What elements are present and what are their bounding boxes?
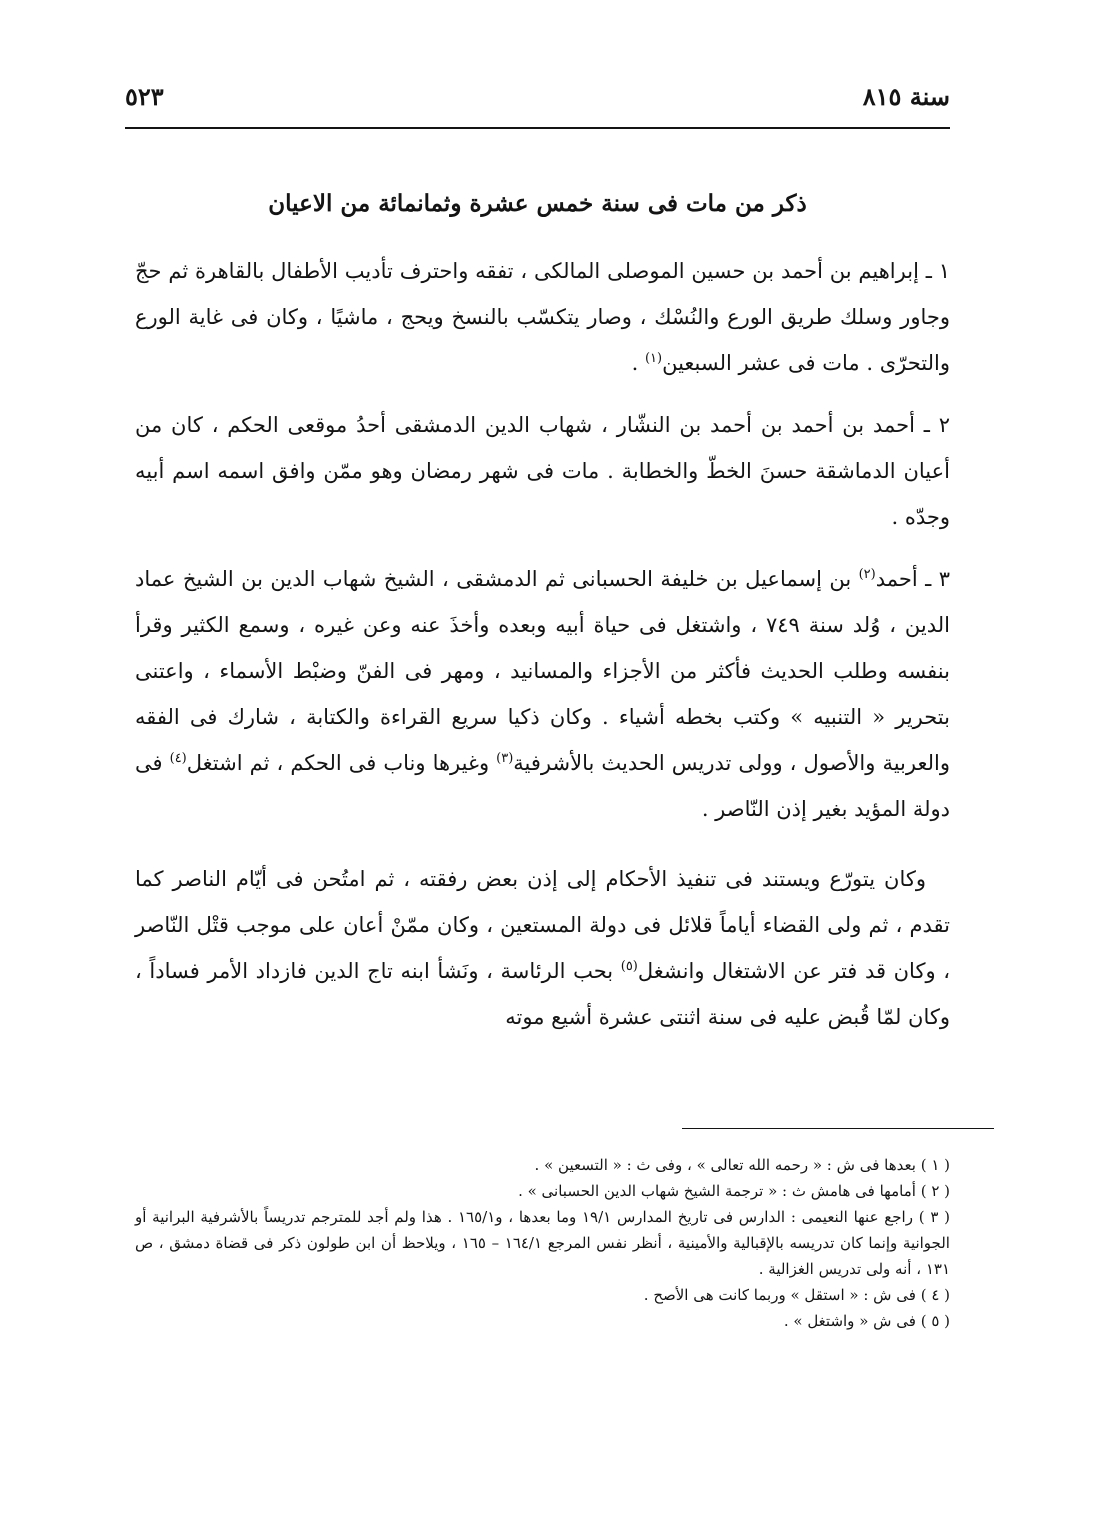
section-title: ذكر من مات فى سنة خمس عشرة وثمانمائة من الاعيان (268, 190, 807, 217)
footnote-text: بعدها فى ش : « رحمه الله تعالى » ، وفى ث : « التسعين » . (534, 1156, 916, 1174)
entry-2 (135, 402, 950, 540)
footnote-text: راجع عنها النعيمى : الدارس فى تاريخ المدارس ١٩/١ وما بعدها ، و١٦٥/١ . هذا ولم أجد للمترجم تدريساً بالأشرفية البرانية أو الجوانية وإنما كان تدريسه بالإقبالية والأمينية ، أنظر نفس المرجع ١٦٤/١ – ١٦٥ ، ويلاحظ أن ابن طولون ذكر فى قضاة دمشق ، ص ١٣١ ، أنه ولى تدريس الغزالية . (135, 1208, 950, 1278)
footnote-number: ( ٣ ) (918, 1208, 950, 1226)
footnote-number: ( ٢ ) (920, 1182, 950, 1200)
footnote-ref: (٤) (169, 751, 187, 766)
footnote-ref: (٢) (858, 567, 876, 582)
entry-text: ٢ ـ أحمد بن أحمد بن أحمد بن النشّار ، شهاب الدين الدمشقى أحدُ موقعى الحكم ، كان من أعيان الدماشقة حسنَ الخطّ والخطابة . مات فى شهر رمضان وهو ممّن وافق اسمه اسم أبيه وجدّه . (135, 413, 950, 529)
entry-1 (135, 248, 950, 386)
entry-text: وغيرها وناب فى الحكم ، ثم اشتغل (186, 751, 497, 775)
entry-text: ٣ ـ أحمد (875, 567, 950, 591)
entry-text: ١ ـ إبراهيم بن أحمد بن حسين الموصلى المالكى ، تفقه واحترف تأديب الأطفال بالقاهرة ثم حجّ وجاور وسلك طريق الورع والنُسْك ، وصار يتكسّب بالنسخ ويحج ، ماشيًا ، وكان فى غاية الورع والتحرّى . مات فى عشر السبعين (135, 259, 950, 375)
footnotes (135, 1152, 950, 1334)
entry-text: . (631, 351, 645, 375)
paragraph-text: وكان يتورّع ويستند فى تنفيذ الأحكام إلى إذن بعض رفقته ، ثم امتُحن فى أيّام الناصر كما تقدم ، ثم ولى القضاء أياماً قلائل فى دولة المستعين ، وكان ممّنْ أعان على موجب قتْل النّاصر ، وكان قد فتر عن الاشتغال وانشغل (135, 867, 950, 983)
footnote-3 (135, 1204, 950, 1282)
header-year: سنة ٨١٥ (862, 82, 950, 111)
footnote-4 (135, 1282, 950, 1308)
footnote-number: ( ٥ ) (920, 1312, 950, 1330)
paragraph-text: بحب الرئاسة ، ونَشأ ابنه تاج الدين فازداد الأمر فساداً ، وكان لمّا قُبض عليه فى سنة اثنتى عشرة أشيع موته (135, 959, 950, 1029)
footnote-number: ( ١ ) (920, 1156, 950, 1174)
footnote-text: فى ش : « استقل » وربما كانت هى الأصح . (643, 1286, 916, 1304)
footnote-ref: (١) (644, 351, 663, 366)
entry-3 (135, 556, 950, 832)
continuation-paragraph (135, 856, 950, 1040)
footnote-5 (135, 1308, 950, 1334)
footnote-number: ( ٤ ) (920, 1286, 950, 1304)
running-header (125, 82, 950, 122)
page-number: ٥٢٣ (125, 82, 164, 111)
footnote-text: فى ش « واشتغل » . (783, 1312, 916, 1330)
footnote-text: أمامها فى هامش ث : « ترجمة الشيخ شهاب الدين الحسبانى » . (518, 1182, 916, 1200)
footnote-ref: (٥) (620, 959, 638, 974)
main-text (135, 248, 950, 1040)
footnote-2 (135, 1178, 950, 1204)
footnote-1 (135, 1152, 950, 1178)
footnote-rule (682, 1128, 994, 1129)
header-rule (125, 127, 950, 129)
entry-text: فى دولة المؤيد بغير إذن النّاصر . (135, 751, 950, 821)
entry-text: بن إسماعيل بن خليفة الحسبانى ثم الدمشقى ، الشيخ شهاب الدين بن الشيخ عماد الدين ، وُلد سنة ٧٤٩ ، واشتغل فى حياة أبيه وبعده وأخذَ عنه وعن غيره ، وسمع الكثير وقرأ بنفسه وطلب الحديث فأكثر من الأجزاء والمسانيد ، ومهر فى الفنّ وضبْط الأسماء ، واعتنى بتحرير « التنبيه » وكتب بخطه أشياء . وكان ذكيا سريع القراءة والكتابة ، شارك فى الفقه والعربية والأصول ، وولى تدريس الحديث بالأشرفية (135, 567, 950, 775)
footnote-ref: (٣) (496, 751, 514, 766)
